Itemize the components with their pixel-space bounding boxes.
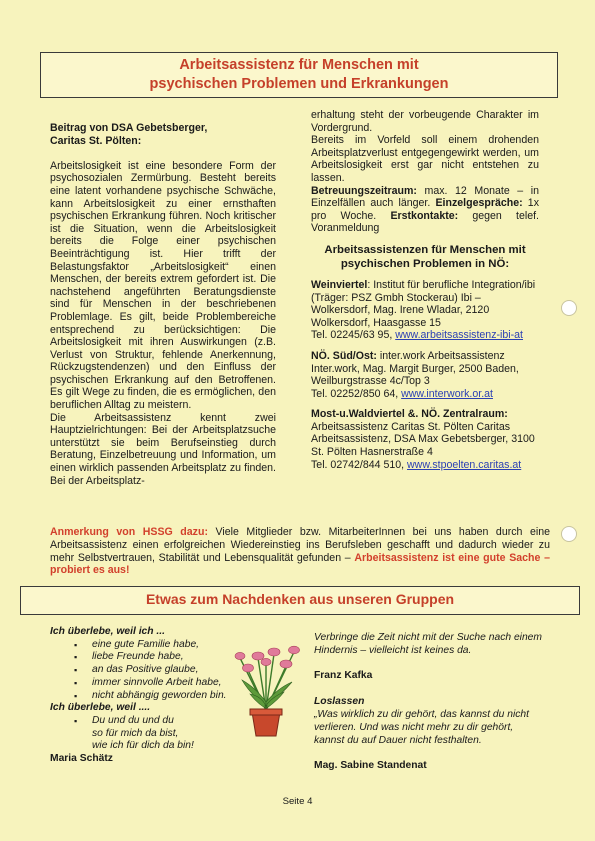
poem — [50, 626, 250, 766]
quote2-author: Mag. Sabine Standenat — [314, 760, 427, 772]
list-item: ▪ immer sinnvolle Arbeit habe, — [80, 677, 250, 690]
list-item: ▪ Du und du und du — [80, 715, 250, 728]
page-number: Seite 4 — [282, 796, 313, 807]
kafka-quote: Verbringe die Zeit nicht mit der Suche nach einem Hindernis – vielleicht ist keines da. — [314, 632, 542, 656]
entry-zentralraum: Most-u.Waldviertel &. NÖ. Zentralraum: Arbeitsassistenz Caritas St. Pölten Caritas Arbeitsassistenz, DSA Max Gebetsberger, 3100 St. Pölten Hasnerstraße 4 Tel. 02742/844 510, www.stpoelten.caritas.at — [311, 408, 535, 471]
link-ibi[interactable]: www.arbeitsassistenz-ibi-at — [395, 329, 523, 342]
article-continuation: erhaltung steht der vorbeugende Charakter im Vordergrund. — [311, 109, 539, 134]
hssg-note: Anmerkung von HSSG dazu: Viele Mitglieder bzw. MitarbeiterInnen bei uns haben durch eine Arbeitsassistenz einen erfolgreichen Wiedereinstieg ins Berufsleben geschafft und dadurch wieder zu mehr Selbstvertrauen, Stabilität und Lebensqualität gefunden – Arbeitsassistenz ist eine gute Sache – probiert es aus! — [50, 526, 550, 577]
list-item: ▪ nicht abhängig geworden bin. — [80, 690, 250, 703]
section2-banner — [20, 586, 580, 615]
link-interwork[interactable]: www.interwork.or.at — [401, 387, 493, 400]
link-caritas[interactable]: www.stpoelten.caritas.at — [407, 458, 522, 471]
list-item: ▪ liebe Freunde habe, — [80, 651, 250, 664]
flower-pot-illustration — [228, 636, 306, 740]
poem-author: Maria Schätz — [50, 753, 113, 765]
entry-sued-ost: NÖ. Süd/Ost: inter.work Arbeitsassistenz Inter.work, Mag. Margit Burger, 2500 Baden, Weilburgstrasse 4c/Top 3 Tel. 02252/850 64, www.interwork.or.at — [311, 349, 519, 400]
title-banner — [40, 52, 558, 98]
poem-heading-2: Ich überlebe, weil .... — [50, 702, 151, 714]
poem-list-1 — [50, 639, 250, 703]
article-body-2: Die Arbeitsassistenz kennt zwei Hauptzielrichtungen: Bei der Arbeitsplatzsuche unterstützt sie beim Berufseinstieg durch Beratung, Einzelbetreuung und Information, um einen wirklich passenden Arbeitsplatz zu finden. Bei der Arbeitsplatz- — [50, 411, 276, 487]
poem-line: so für mich da bist, — [92, 727, 179, 739]
poem-line: wie ich für dich da bin! — [92, 740, 194, 752]
author-line-1: Beitrag von DSA Gebetsberger, — [50, 122, 208, 134]
kafka-author: Franz Kafka — [314, 670, 373, 682]
author-line-2: Caritas St. Pölten: — [50, 134, 142, 147]
article-body: Arbeitslosigkeit ist eine besondere Form der psychosozialen Zermürbung. Besteht bereits eine latent vorhandene psychische Schwäche, kann Arbeitslosigkeit zu einer ernsthaften psychischen Erkrankung führen. Noch kritischer ist die Situation, wenn die Arbeitslosigkeit bereits die Folge einer psychischen Beeinträchtigung ist. Hier trifft der Belastungsfaktor „Arbeitslosigkeit“ einen Menschen, der bereits extrem gefordert ist. Die nachstehend angeführten Beratungsdienste sind für Menschen in der beschriebenen Problemlage. Es gilt, beide Problembereiche entsprechend zu berücksichtigen: Die Arbeitslosigkeit mit ihren Auswirkungen (z.B. Verlust von Struktur, fehlende Anerkennung, Rückzugstendenzen) und den Einfluss der psychischen Erkrankung auf den Betroffenen. Es gilt Wege zu finden, die es ermöglichen, den beruflichen Alltag zu meistern. — [50, 159, 276, 412]
punch-hole-bottom — [561, 526, 577, 542]
article-para-2: Bereits im Vorfeld soll einem drohenden Arbeitsplatzverlust entgegengewirkt werden, um Arbeitslosigkeit erst gar nicht entstehen zu lassen. — [311, 134, 539, 184]
entry-weinviertel: Weinviertel: Institut für berufliche Integration/ibi (Träger: PSZ Gmbh Stockerau) Ibi – Wolkersdorf, Mag. Irene Wladar, 2120 Wolkersdorf, Haasgasse 15 Tel. 02245/63 95, www.arbeitsassistenz-ibi-at — [311, 278, 536, 342]
quote2-text: „Was wirklich zu dir gehört, das kannst du nicht verlieren. Und was nicht mehr zu dir gehört, kannst du auf Dauer nicht festhalten. — [314, 708, 529, 746]
list-item: ▪ eine gute Familie habe, — [80, 639, 250, 652]
quote2-title: Loslassen — [314, 695, 365, 707]
quotes-column — [314, 632, 546, 773]
service-details: Betreuungszeitraum: max. 12 Monate – in Einzelfällen auch länger. Einzelgespräche: 1x pro Woche. Erstkontakte: gegen telef. Voranmeldung — [311, 184, 539, 235]
section2-title: Etwas zum Nachdenken aus unseren Gruppen — [145, 591, 455, 607]
poem-heading-1: Ich überlebe, weil ich ... — [50, 626, 166, 637]
right-column — [311, 109, 539, 479]
subheading: Arbeitsassistenzen für Menschen mit psychischen Problemen in NÖ: — [324, 243, 526, 270]
left-column — [50, 122, 276, 487]
punch-hole-top — [561, 300, 577, 316]
title-line-1: Arbeitsassistenz für Menschen mit — [179, 57, 419, 73]
poem-list-2 — [50, 715, 250, 728]
list-item: ▪ an das Positive glaube, — [80, 664, 250, 677]
title-line-2: psychischen Problemen und Erkrankungen — [149, 76, 449, 92]
